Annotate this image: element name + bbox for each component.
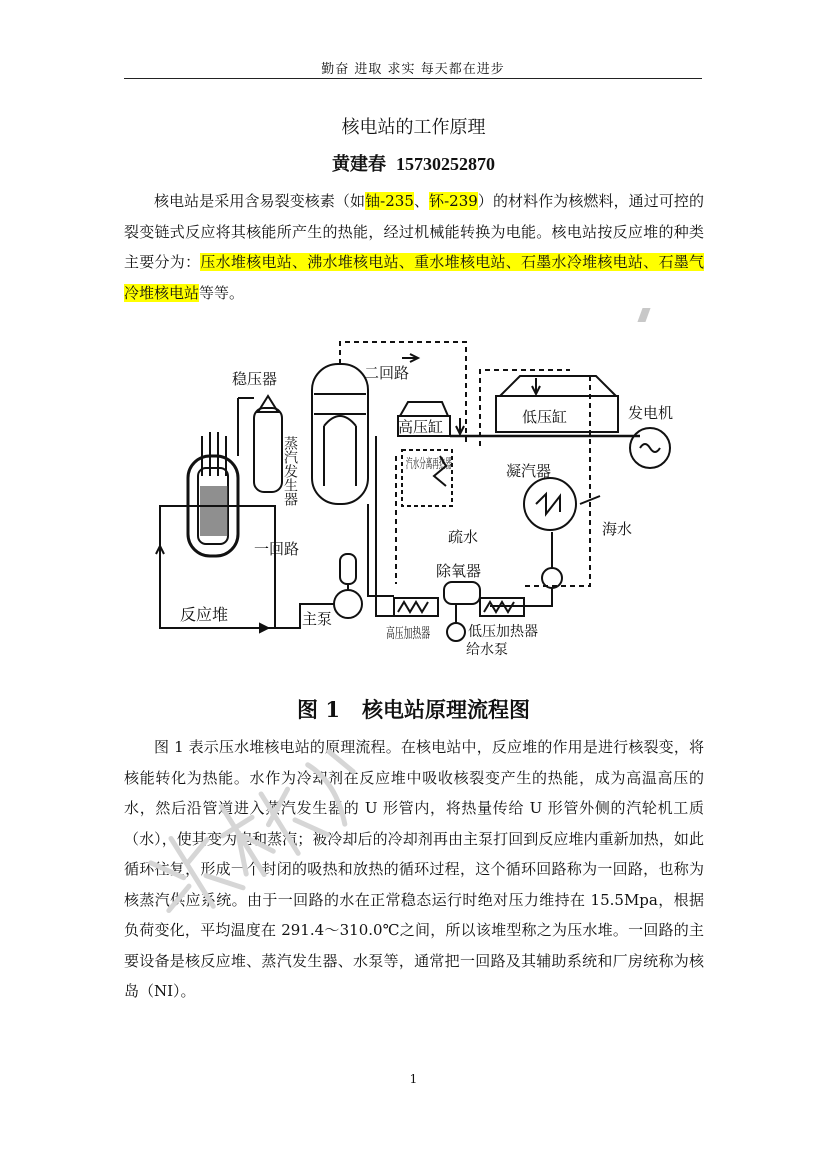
author-name: 黄建春	[332, 154, 386, 175]
label-condenser: 凝汽器	[506, 462, 552, 480]
document-title: 核电站的工作原理	[341, 117, 486, 138]
body-paragraph: 图 1 表示压水堆核电站的原理流程。在核电站中，反应堆的作用是进行核裂变，将核能转化为热能。水作为冷却剂在反应堆中吸收核裂变产生的热能，成为高温高压的水，然后沿管道进入蒸汽发生器的 U 形管内，将热量传给 U 形管外侧的汽轮机工质（水），使其变为饱和蒸汽；被冷却后的冷却剂再由主泵打回到反应堆内重新加热，如此循环往复，形成一个封闭的吸热和放热的循环过程，这个循环回路称为一回路，也称为核蒸汽供应系统。由于一回路的水在正常稳态运行时绝对压力维持在 15.5Mpa，根据负荷变化，平均温度在 291.4～310.0℃之间，所以该堆型称之为压水堆。一回路的主要设备是核反应堆、蒸汽发生器、水泵等，通常把一回路及其辅助系统和厂房统称为核岛（NI）。	[124, 738, 704, 1000]
figure-caption	[0, 694, 827, 724]
steam-generator	[312, 364, 368, 504]
label-deaerator: 除氧器	[436, 562, 482, 580]
pressurizer	[238, 396, 282, 492]
author-line	[0, 150, 827, 176]
intro-text-1: 核电站是采用含易裂变核素（如	[154, 192, 366, 210]
label-feed-pump: 给水泵	[466, 642, 508, 658]
reactor-vessel	[188, 432, 238, 556]
intro-text-2: 、	[413, 192, 430, 210]
scan-mark	[637, 308, 650, 322]
page-number: 1	[409, 1072, 418, 1086]
highlight-reactor-types: 压水堆核电站、沸水堆核电站、重水堆核电站、石墨水冷堆核电站、石墨气冷堆核电站	[124, 253, 704, 302]
label-main-pump: 主泵	[302, 610, 333, 628]
label-lp-cylinder: 低压缸	[522, 408, 568, 426]
label-hp-cylinder: 高压缸	[398, 418, 444, 436]
highlight-plutonium: 钚-239	[429, 192, 478, 210]
label-pressurizer: 稳压器	[232, 370, 278, 388]
intro-text-3: ）的材料作为核燃料，通过可控的裂变链式反应将其核能所产生的热能，经过机械能转换为电能。核电站按反应堆的种类主要分为：	[124, 192, 704, 271]
label-generator: 发电机	[628, 404, 674, 422]
header-rule	[124, 78, 702, 79]
intro-paragraph	[124, 186, 704, 308]
header-motto: 勤奋 进取 求实 每天都在进步	[321, 62, 505, 77]
label-steam-generator: 蒸汽发生器	[282, 436, 298, 506]
flow-diagram	[150, 336, 680, 664]
label-primary-loop: 一回路	[254, 540, 300, 558]
label-secondary-loop: 二回路	[364, 364, 410, 382]
label-hp-heater: 高压加热器	[386, 626, 456, 642]
highlight-uranium: 铀-235	[365, 192, 414, 210]
label-seawater: 海水	[602, 520, 633, 538]
label-drain: 疏水	[448, 528, 479, 546]
intro-text-4: 等等。	[199, 283, 245, 302]
label-lp-heater: 低压加热器	[468, 624, 538, 640]
condenser-symbol	[524, 478, 576, 530]
author-phone: 15730252870	[396, 154, 495, 174]
caption-text: 核电站原理流程图	[361, 697, 530, 722]
label-separator: 汽水分离再热器	[406, 457, 498, 472]
caption-number: 图 1	[297, 697, 340, 722]
label-reactor: 反应堆	[180, 605, 229, 624]
